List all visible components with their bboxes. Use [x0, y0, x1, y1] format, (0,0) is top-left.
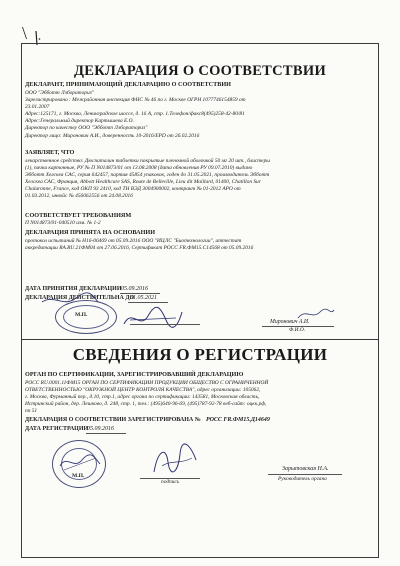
registered-label: ДЕКЛАРАЦИЯ О СООТВЕТСТВИИ ЗАРЕГИСТРИРОВАНА №	[25, 417, 201, 423]
declaration-title: ДЕКЛАРАЦИЯ О СООТВЕТСТВИИ	[73, 63, 327, 79]
claims-line-6: 01.03.2012, инвойс № 456062556 от 24.08.2016	[25, 193, 133, 199]
declarant-signature	[120, 302, 186, 332]
basis-line-2: аккредитации RA.RU.21ФМ04 от 27.06.2016, Сертификат РОСС FR.ФМ15.С14568 от 05.09.2016	[25, 245, 254, 251]
valid-until-value: 31.05.2021	[130, 295, 157, 301]
organ-signature	[148, 442, 200, 478]
registered-number: РОСС FR.ФМ15.Д14649	[206, 417, 270, 423]
applicant-line-4: Адрес:125171, г. Москва, Ленинградское шоссе, д. 16 А, стр. 1.Телефон/факс8(495)258-42-80/81	[25, 111, 245, 117]
organ-line-4: Истринский район, дер. Лешково, д. 248, стр. 1, тел.: (495)640-96-69, (495)787-92-78 веб-сайт: оцкк.рф,	[25, 401, 267, 407]
claims-line-3: Эбботт Хелскеа САС, серия 642457, партия 45854 упаковок, годен до 31.05.2021, производитель Эбботт	[25, 172, 270, 178]
claims-line-2: (1), пачки картонные, РУ № П N014873/01 от 13.08.2008 (дата обновления РУ 09.07.2010) выдано	[25, 165, 253, 171]
claims-line-1: лекарственное средство: Дюспаталин таблетки покрытые пленочной оболочкой 50 мг 20 шт., блистеры	[25, 158, 270, 164]
organ-line-2: ОТВЕТСТВЕННОСТЬЮ "ОКРУЖНОЙ ЦЕНТР КОНТРОЛЯ КАЧЕСТВА", адрес организации: 105062,	[25, 387, 261, 393]
organ-line-3: г. Москва, Фурманный пер., д.10, стр.1, адрес органа по сертификации: 143581, Московская область,	[25, 394, 260, 400]
head-name: Зарытовская Н.А.	[282, 466, 329, 472]
claims-line-4: Хелскеа САС, Франция, Abbott Healthcare SAS, Route de Belleville, Lieu dit Maillard, 01400, Chatillon Sur	[25, 179, 261, 185]
applicant-line-2: Зарегистрировано : Межрайонная инспекция ФНС № 46 по г. Москве ОГРН 1077746154859 от	[25, 97, 246, 103]
organ-heading: ОРГАН ПО СЕРТИФИКАЦИИ, ЗАРЕГИСТРИРОВАВШИЙ ДЕКЛАРАЦИЮ	[25, 371, 244, 378]
registration-title: СВЕДЕНИЯ О РЕГИСТРАЦИИ	[72, 345, 328, 364]
conformity-heading: СООТВЕТСТВУЕТ ТРЕБОВАНИЯМ	[25, 212, 132, 219]
registration-stamp-label: М.П.	[72, 473, 85, 479]
corner-mark: \	[22, 23, 28, 43]
claims-heading: ЗАЯВЛЯЕТ, ЧТО	[25, 149, 75, 156]
reg-date-value: 05.09.2016	[87, 426, 114, 432]
applicant-line-5: Адрес:Генеральный директор Картышева Е.О.	[25, 118, 134, 124]
basis-line-1: протокол испытаний № Н16-06469 от 05.09.2016 ООО "ИЦЛС "Биотехнологии", аттестат	[25, 238, 242, 244]
basis-heading: ДЕКЛАРАЦИЯ ПРИНЯТА НА ОСНОВАНИИ	[25, 229, 156, 236]
applicant-line-6: Директор по качеству ООО "Эбботт Лэбораториз"	[25, 125, 148, 131]
conformity-line: П N014873/01-040510 изм. № 1-2	[25, 220, 101, 226]
date-adopted-label: ДАТА ПРИНЯТИЯ ДЕКЛАРАЦИИ	[25, 286, 122, 292]
signer-caption: Ф.И.О.	[289, 327, 306, 333]
claims-line-5: Chalaronne, France, код ОКП 93 2410, код ТН ВЭД 3004900002, контракт № 01-2012 АРО от	[25, 186, 241, 192]
reg-date-label: ДАТА РЕГИСТРАЦИИ	[25, 426, 89, 432]
signer-name: Миронович А.И.	[270, 319, 310, 325]
date-adopted-value: 05.09.2016	[121, 286, 148, 292]
declaration-stamp-label: М.П.	[75, 312, 88, 318]
signature-caption: подпись	[161, 479, 180, 485]
applicant-line-3: 23.01.2007	[25, 104, 50, 110]
organ-line-1: РОСС RU.0001.11ФМ15 ОРГАН ПО СЕРТИФИКАЦИИ ПРОДУКЦИИ ОБЩЕСТВО С ОГРАНИЧЕННОЙ	[25, 380, 269, 386]
valid-until-label: ДЕКЛАРАЦИЯ ДЕЙСТВИТЕЛЬНА ДО	[25, 295, 135, 301]
signer-signature	[296, 306, 336, 322]
applicant-line-1: ООО "Эбботт Лэбораториз"	[25, 90, 95, 96]
head-caption: Руководитель органа	[278, 476, 327, 482]
section-divider	[21, 339, 379, 340]
applicant-line-7: Директор лицо: Миронович А.И., доверенность 10-2016/EPD от 26.02.2016	[25, 133, 200, 139]
organ-line-5: пп 51	[25, 408, 38, 414]
applicant-heading: ДЕКЛАРАНТ, ПРИНИМАЮЩИЙ ДЕКЛАРАЦИЮ О СООТВЕТСТВИИ	[25, 81, 231, 88]
